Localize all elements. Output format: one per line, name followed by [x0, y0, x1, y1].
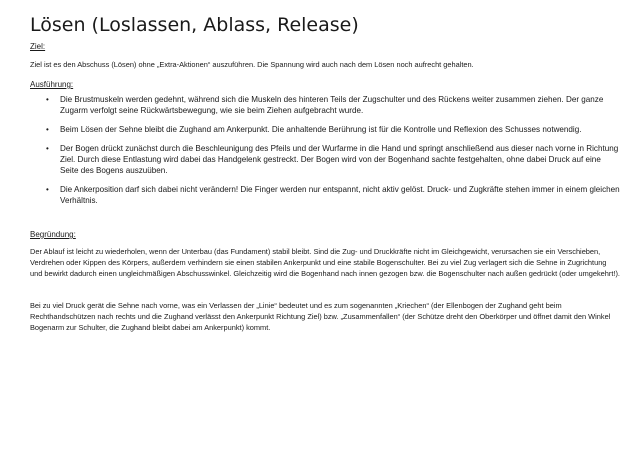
begruendung-paragraph-1: Der Ablauf ist leicht zu wiederholen, wenn der Unterbau (das Fundament) stabil bleibt. Sind die Zug- und Druckkräfte nicht im Gleichgewicht, verursachen sie ein Verschieben, Verdrehen oder Kippen des Körpers, außerdem verhindern sie einen stabilen Ankerpunkt und eine stabile Bogenschulter. Bei zu viel Zug verlagert sich die Sehne in Zugrichtung und bewirkt dadurch einen ungleichmäßigen Abschusswinkel. Gleichzeitig wird die Bogenhand nach innen gezogen bzw. die Bogenschulter nach außen gedrückt (oder umgekehrt!).	[30, 247, 620, 278]
bullet-icon: •	[46, 95, 49, 104]
bullet-icon: •	[46, 125, 49, 135]
ausfuehrung-list	[30, 95, 620, 215]
list-item	[30, 95, 620, 117]
begruendung-paragraph-2: Bei zu viel Druck gerät die Sehne nach vorne, was ein Verlassen der „Linie“ bedeutet und es zum sogenannten „Kriechen“ (der Ellenbogen der Zughand geht beim Rechthandschützen nach rechts und die Zughand verlässt den Ankerpunkt Richtung Ziel) bzw. „Zusammenfallen“ (der Schütze dreht den Oberkörper und öffnet damit den Winkel Bogenarm zur Schulter, die Zughand bleibt dabei am Ankerpunkt) kommt.	[30, 301, 611, 332]
page-title: Lösen (Loslassen, Ablass, Release)	[30, 14, 359, 36]
bullet-icon: •	[46, 185, 49, 195]
list-item-text: Der Bogen drückt zunächst durch die Beschleunigung des Pfeils und der Wurfarme in die Hand und springt anschließend aus dieser nach vorne in Richtung Ziel. Durch diese Entlastung wird dabei das Handgelenk gestreckt. Der Bogen wird von der Bogenhand sachte festgehalten, ohne dabei Druck auf eine Seite des Bogens auszuüben.	[60, 144, 619, 175]
list-item-text: Beim Lösen der Sehne bleibt die Zughand am Ankerpunkt. Die anhaltende Berührung ist für die Kontrolle und Reflexion des Schusses notwendig.	[60, 125, 582, 135]
begruendung-heading: Begründung:	[30, 230, 76, 239]
ziel-text: Ziel ist es den Abschuss (Lösen) ohne „Extra-Aktionen“ auszuführen. Die Spannung wird auch nach dem Lösen noch aufrecht gehalten.	[30, 60, 474, 69]
list-item	[30, 185, 620, 207]
ziel-heading: Ziel:	[30, 42, 46, 51]
list-item-text: Die Brustmuskeln werden gedehnt, während sich die Muskeln des hinteren Teils der Zugschulter und des Rückens weiter zusammen ziehen. Der ganze Zugarm verfolgt seine Rückwärtsbewegung, wie sie beim Ziehen aufgebracht wurde.	[60, 95, 604, 115]
list-item	[30, 125, 620, 136]
bullet-icon: •	[46, 144, 49, 154]
list-item	[30, 144, 620, 176]
ausfuehrung-heading: Ausführung:	[30, 80, 74, 89]
list-item-text: Die Ankerposition darf sich dabei nicht verändern! Die Finger werden nur entspannt, nicht aktiv gelöst. Druck- und Zugkräfte stehen immer in einem gleichen Verhältnis.	[60, 185, 620, 206]
